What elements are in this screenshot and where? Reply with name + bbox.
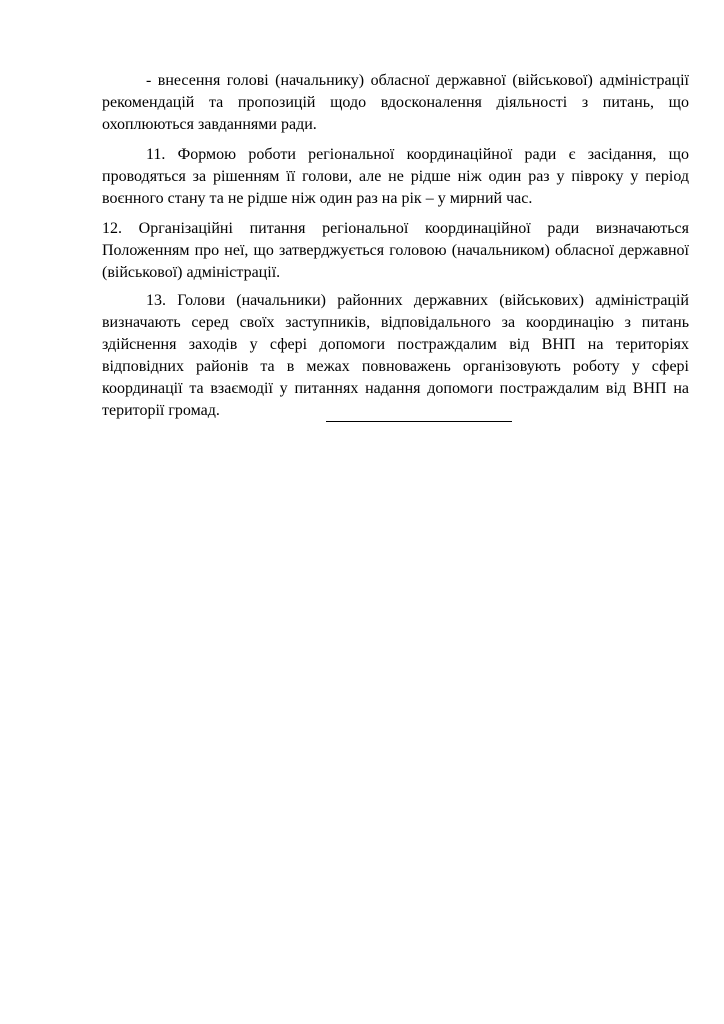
paragraph-12: 12. Організаційні питання регіональної координаційної ради визначаються Положенням про неї, що затверджується головою (начальником) обласної державної (військової) адміністрації.	[102, 220, 689, 281]
paragraph-11: 11. Формою роботи регіональної координаційної ради є засідання, що проводяться за рішенням її голови, але не рідше ніж один раз у півроку у період воєнного стану та не рідше ніж один раз на рік – у мирний час.	[102, 146, 689, 207]
paragraph-13: 13. Голови (начальники) районних державних (військових) адміністрацій визначають серед своїх заступників, відповідального за координацію з питань здійснення заходів у сфері допомоги постраждалим від ВНП на територіях відповідних районів та в межах повноважень організовують роботу у сфері координації та взаємодії у питаннях надання допомоги постраждалим від ВНП на території громад.	[102, 292, 689, 419]
closing-divider-line	[326, 421, 512, 422]
paragraph-recommendations: - внесення голові (начальнику) обласної державної (військової) адміністрації рекомендацій та пропозицій щодо вдосконалення діяльності з питань, що охоплюються завданнями ради.	[102, 72, 689, 133]
